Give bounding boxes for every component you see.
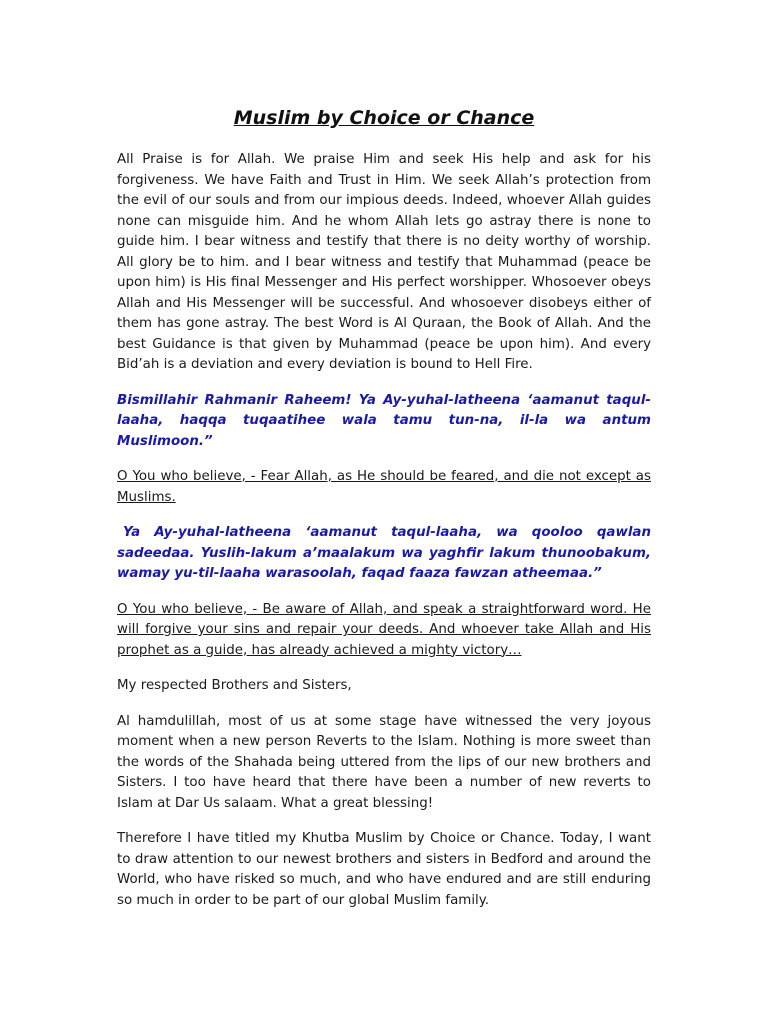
quran-transliteration-2: Ya Ay-yuhal-latheena ‘aamanut taqul-laaha, wa qooloo qawlan sadeedaa. Yuslih-lakum a’maalakum wa yaghfir lakum thunoobakum, wamay yu-til-laaha warasoolah, faqad faaza fawzan atheemaa.” bbox=[117, 525, 651, 581]
salutation-paragraph: My respected Brothers and Sisters, bbox=[117, 678, 352, 693]
document-body bbox=[117, 150, 651, 926]
quran-transliteration-1: Bismillahir Rahmanir Raheem! Ya Ay-yuhal-latheena ‘aamanut taqul-laaha, haqqa tuqaatihee wala tamu tun-na, il-la wa antum Muslimoon.” bbox=[117, 392, 651, 449]
quran-translation-1: O You who believe, - Fear Allah, as He should be feared, and die not except as Muslims. bbox=[117, 469, 651, 505]
quran-translation-2: O You who believe, - Be aware of Allah, and speak a straightforward word. He will forgive your sins and repair your deeds. And whoever take Allah and His prophet as a guide, has already achieved a mighty victory… bbox=[117, 601, 651, 658]
document-title: Muslim by Choice or Chance bbox=[233, 107, 535, 129]
khutba-title-paragraph: Therefore I have titled my Khutba Muslim by Choice or Chance. Today, I want to draw attention to our newest brothers and sisters in Bedford and around the World, who have risked so much, and who have endured and are still enduring so much in order to be part of our global Muslim family. bbox=[117, 831, 651, 908]
opening-praise-paragraph: All Praise is for Allah. We praise Him and seek His help and ask for his forgiveness. We have Faith and Trust in Him. We seek Allah’s protection from the evil of our souls and from our impious deeds. Indeed, whoever Allah guides none can misguide him. And he whom Allah lets go astray there is none to guide him. I bear witness and testify that there is no deity worthy of worship. All glory be to him. and I bear witness and testify that Muhammad (peace be upon him) is His final Messenger and His perfect worshipper. Whosoever obeys Allah and His Messenger will be successful. And whosoever disobeys either of them has gone astray. The best Word is Al Quraan, the Book of Allah. And the best Guidance is that given by Muhammad (peace be upon him). And every Bid’ah is a deviation and every deviation is bound to Hell Fire. bbox=[117, 152, 651, 372]
reverts-paragraph: Al hamdulillah, most of us at some stage have witnessed the very joyous moment when a new person Reverts to the Islam. Nothing is more sweet than the words of the Shahada being uttered from the lips of our new brothers and Sisters. I too have heard that there have been a number of new reverts to Islam at Dar Us salaam. What a great blessing! bbox=[117, 713, 651, 811]
